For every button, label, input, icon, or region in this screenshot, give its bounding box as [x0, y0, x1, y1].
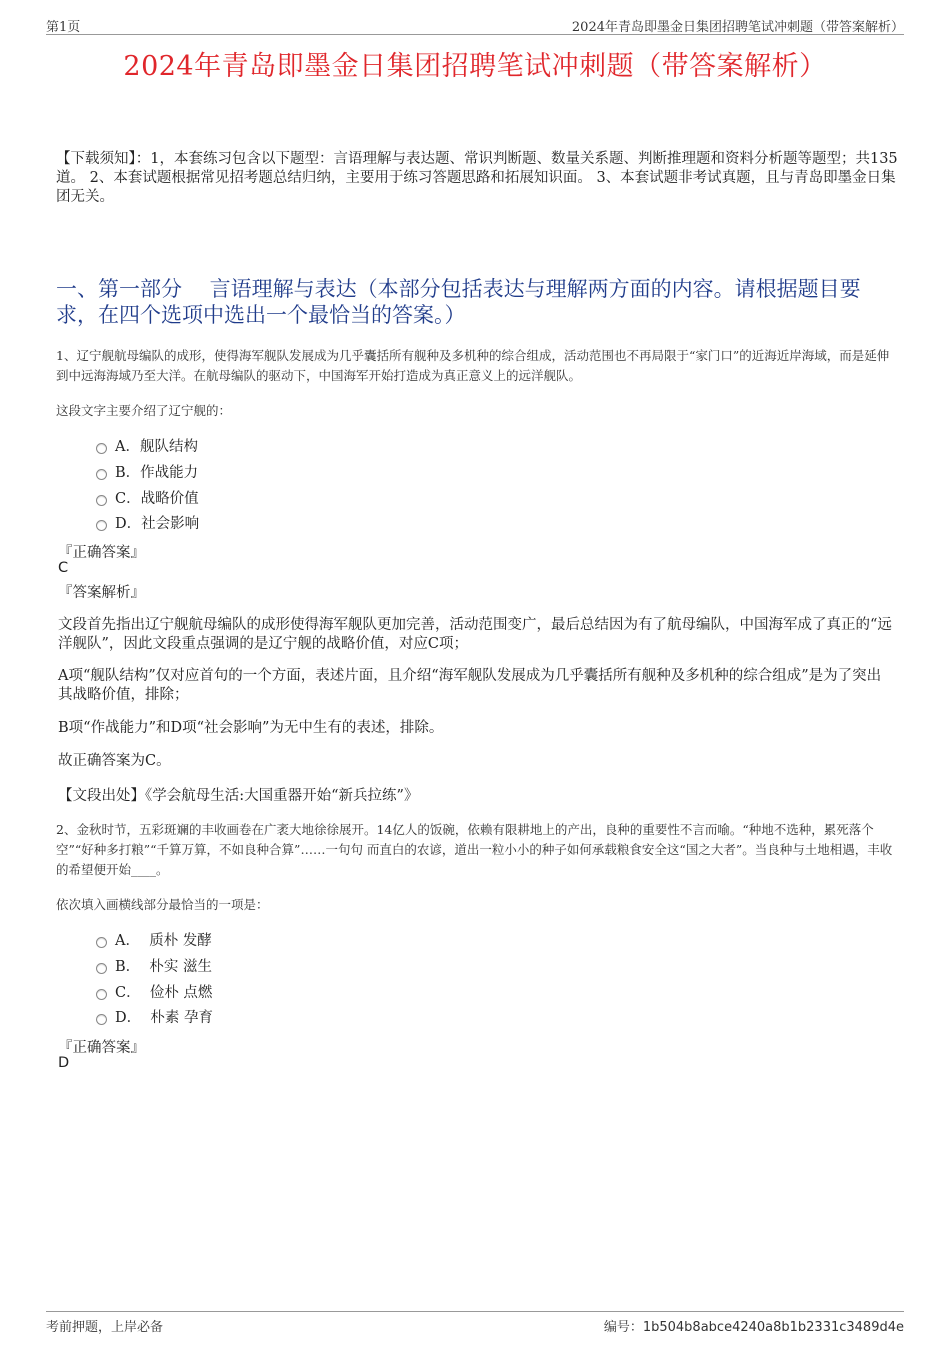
question-2-option-d[interactable]: D． 朴素 孕育	[96, 1004, 213, 1030]
question-1-answer: C	[58, 560, 69, 576]
radio-icon[interactable]	[96, 937, 107, 948]
radio-icon[interactable]	[96, 1014, 107, 1025]
question-1-option-c[interactable]: C．战略价值	[96, 484, 199, 510]
question-2-option-c[interactable]: C． 俭朴 点燃	[96, 978, 213, 1004]
question-1-option-a[interactable]: A．舰队结构	[96, 433, 199, 459]
page-header	[46, 14, 904, 35]
section-title: 一、第一部分 言语理解与表达（本部分包括表达与理解两方面的内容。请根据题目要求，在四个选项中选出一个最恰当的答案。）	[56, 277, 861, 327]
question-1-analysis-4: 故正确答案为C。	[58, 753, 171, 769]
radio-icon[interactable]	[96, 520, 107, 531]
question-2-prompt: 依次填入画横线部分最恰当的一项是：	[56, 897, 269, 912]
question-1-analysis-3: B项“作战能力”和D项“社会影响”为无中生有的表述，排除。	[58, 720, 444, 736]
radio-icon[interactable]	[96, 989, 107, 1000]
question-2-option-b[interactable]: B． 朴实 滋生	[96, 953, 213, 979]
question-1-analysis-2: A项“舰队结构”仅对应首句的一个方面，表述片面，且介绍“海军舰队发展成为几乎囊括所有舰种及多机种的综合组成”是为了突出其战略价值，排除；	[58, 668, 882, 703]
radio-icon[interactable]	[96, 443, 107, 454]
radio-icon[interactable]	[96, 495, 107, 506]
question-1-analysis-label: 『答案解析』	[58, 585, 145, 601]
question-2-answer: D	[58, 1055, 70, 1071]
radio-icon[interactable]	[96, 963, 107, 974]
question-1-prompt: 这段文字主要介绍了辽宁舰的：	[56, 403, 232, 418]
question-1-answer-label: 『正确答案』	[58, 545, 145, 561]
question-1-analysis-1: 文段首先指出辽宁舰航母编队的成形使得海军舰队更加完善，活动范围变广，最后总结因为有了航母编队，中国海军成了真正的“远洋舰队”，因此文段重点强调的是辽宁舰的战略价值，对应C项；	[58, 617, 892, 652]
question-2-options	[96, 927, 213, 1030]
radio-icon[interactable]	[96, 469, 107, 480]
question-1-stem: 1、辽宁舰航母编队的成形，使得海军舰队发展成为几乎囊括所有舰种及多机种的综合组成，活动范围也不再局限于“家门口”的近海近岸海域，而是延伸到中远海海域乃至大洋。在航母编队的驱动下，中国海军开始打造成为真正意义上的远洋舰队。	[56, 348, 890, 383]
header-doc-title: 2024年青岛即墨金日集团招聘笔试冲刺题（带答案解析）	[571, 20, 904, 35]
question-2-stem: 2、金秋时节，五彩斑斓的丰收画卷在广袤大地徐徐展开。14亿人的饭碗，依赖有限耕地上的产出，良种的重要性不言而喻。“种地不选种，累死落个空”“好种多打粮”“千算万算，不如良种合算”……一句句 而直白的农谚，道出一粒小小的种子如何承载粮食安全这“国之大者”。当良种与土地相遇，丰收的希望便开始____。	[56, 822, 893, 877]
footer-code-label: 编号：	[603, 1320, 643, 1335]
question-1-options	[96, 433, 199, 536]
footer-code-value: 1b504b8abce4240a8b1b2331c3489d4e	[642, 1320, 904, 1335]
question-2-option-a[interactable]: A． 质朴 发酵	[96, 927, 213, 953]
page-footer	[46, 1311, 904, 1334]
footer-code	[604, 1316, 904, 1335]
page-title: 2024年青岛即墨金日集团招聘笔试冲刺题（带答案解析）	[123, 51, 827, 82]
question-1-option-b[interactable]: B．作战能力	[96, 459, 199, 485]
question-1-option-d[interactable]: D．社会影响	[96, 510, 199, 536]
page-number: 第1页	[46, 20, 81, 35]
question-1-source: 【文段出处】《学会航母生活:大国重器开始“新兵拉练”》	[58, 788, 419, 804]
footer-slogan: 考前押题，上岸必备	[46, 1320, 164, 1335]
question-2-answer-label: 『正确答案』	[58, 1040, 145, 1056]
download-notice: 【下载须知】：1，本套练习包含以下题型：言语理解与表达题、常识判断题、数量关系题、判断推理题和资料分析题等题型；共135道。 2、本套试题根据常见招考题总结归纳，主要用于练习答题思路和拓展知识面。 3、本套试题非考试真题，且与青岛即墨金日集团无关。	[56, 151, 898, 205]
